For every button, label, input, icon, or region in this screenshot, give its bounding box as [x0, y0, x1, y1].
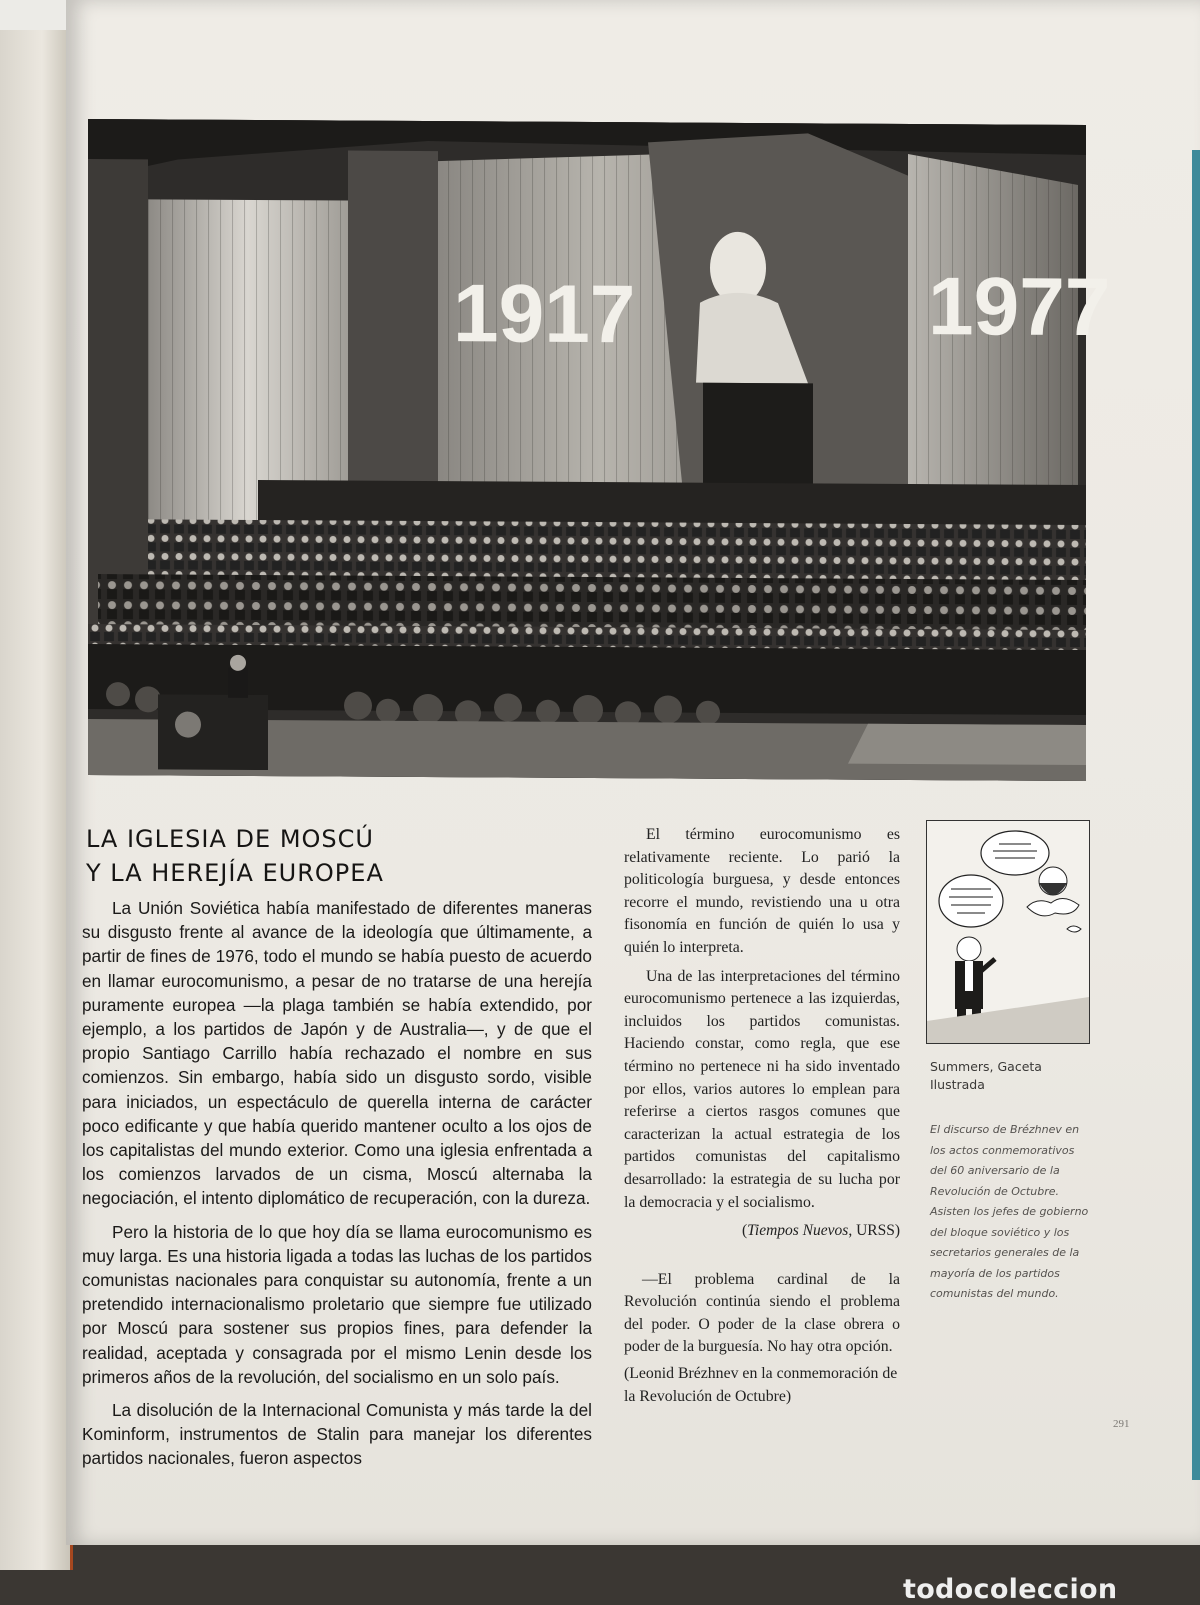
cartoon-credit: Summers, Gaceta Ilustrada [930, 1059, 1042, 1092]
quote-source: (Tiempos Nuevos, URSS) [741, 1222, 900, 1240]
main-paragraph-1: La Unión Soviética había manifestado de diferentes maneras su disgusto frente al avance de la ideología que últimamente, a partir de fines de 1976, todo el mundo se había puesto de acuerdo en llamar eurocomunismo, a pesar de no tratarse de una herejía puramente europea —la plaga también se había extendido, por ejemplo, a los partidos de Japón y de Australia—, y de que el propio Santiago Carrillo había rechazado el nombre en sus comienzos. Sin embargo, había sido un disgusto sordo, visible para iniciados, un espectáculo de querella interna de carácter poco edificante y que había querido mantener oculto a los ojos de los capitalistas del mundo exterior. Como una iglesia enfrentada a los comienzos larvados de un cisma, Moscú alternaba la negociación, el intento diplomático de recuperación, con la dureza. [82, 898, 592, 1209]
main-paragraph-3: La disolución de la Internacional Comunista y más tarde la del Kominform, instrumentos de Stalin para manejar los diferentes partidos nacionales, fueron aspectos [82, 1400, 592, 1469]
photo-caption: El discurso de Brézhnev en los actos conmemorativos del 60 aniversario de la Revolución de Octubre. Asisten los jefes de gobierno del bloque soviético y los secretarios generales de la mayoría de los partidos comunistas del mundo. [930, 1123, 1089, 1300]
main-paragraph-2: Pero la historia de lo que hoy día se llama eurocomunismo es muy larga. Es una historia ligada a todas las luchas de los partidos comunistas nacionales para conquistar su autonomía, frente a un pretendido internacionalismo proletario que siempre fue utilizado por Moscú para sostener sus propios fines, para defender la realidad, aceptada y consagrada por el mismo Lenin desde los primeros años de la revolución, del socialismo en un solo país. [82, 1221, 592, 1387]
congress-photo [88, 119, 1111, 781]
headline-line-2: Y LA HEREJÍA EUROPEA [86, 859, 384, 887]
banner-year-1977: 1977 [928, 261, 1111, 354]
brezhnev-quote: —El problema cardinal de la Revolución continúa siendo el problema del poder. O poder de la clase obrera o poder de la burguesía. No hay otra opción. [624, 1270, 900, 1356]
mid-paragraph-2: Una de las interpretaciones del término eurocomunismo pertenece a las izquierdas, incluidos los partidos comunistas. Haciendo constar, como regla, que ese término no pertenece ni ha sido inventado por ellos, varios autores lo emplean para referirse a ciertos rasgos comunes que caracterizan la actual estrategia de los partidos comunistas del capitalismo desarrollado: la estrategia de su lucha por la democracia y el socialismo. [624, 967, 900, 1211]
book-cover-edge [1192, 150, 1200, 1480]
quote-attribution: (Leonid Brézhnev en la conmemoración de la Revolución de Octubre) [624, 1365, 898, 1405]
main-text-column [82, 896, 592, 1480]
cartoon-illustration [926, 820, 1090, 1044]
banner-year-1917: 1917 [453, 268, 636, 361]
page-number: 291 [1113, 1418, 1130, 1430]
mid-paragraph-1: El término eurocomunismo es relativamente reciente. Lo parió la politicología burguesa, y desde entonces recorre el mundo, revistiendo una u otra fisonomía en función de quién lo usa y quién lo interpreta. [624, 826, 900, 956]
headline-line-1: LA IGLESIA DE MOSCÚ [86, 825, 374, 853]
source-title: Tiempos Nuevos [747, 1222, 849, 1240]
sidebar-text-column [624, 824, 900, 1414]
watermark-logo: todocoleccion [903, 1574, 1118, 1605]
left-page-edge [0, 30, 73, 1570]
article-headline [86, 822, 526, 890]
